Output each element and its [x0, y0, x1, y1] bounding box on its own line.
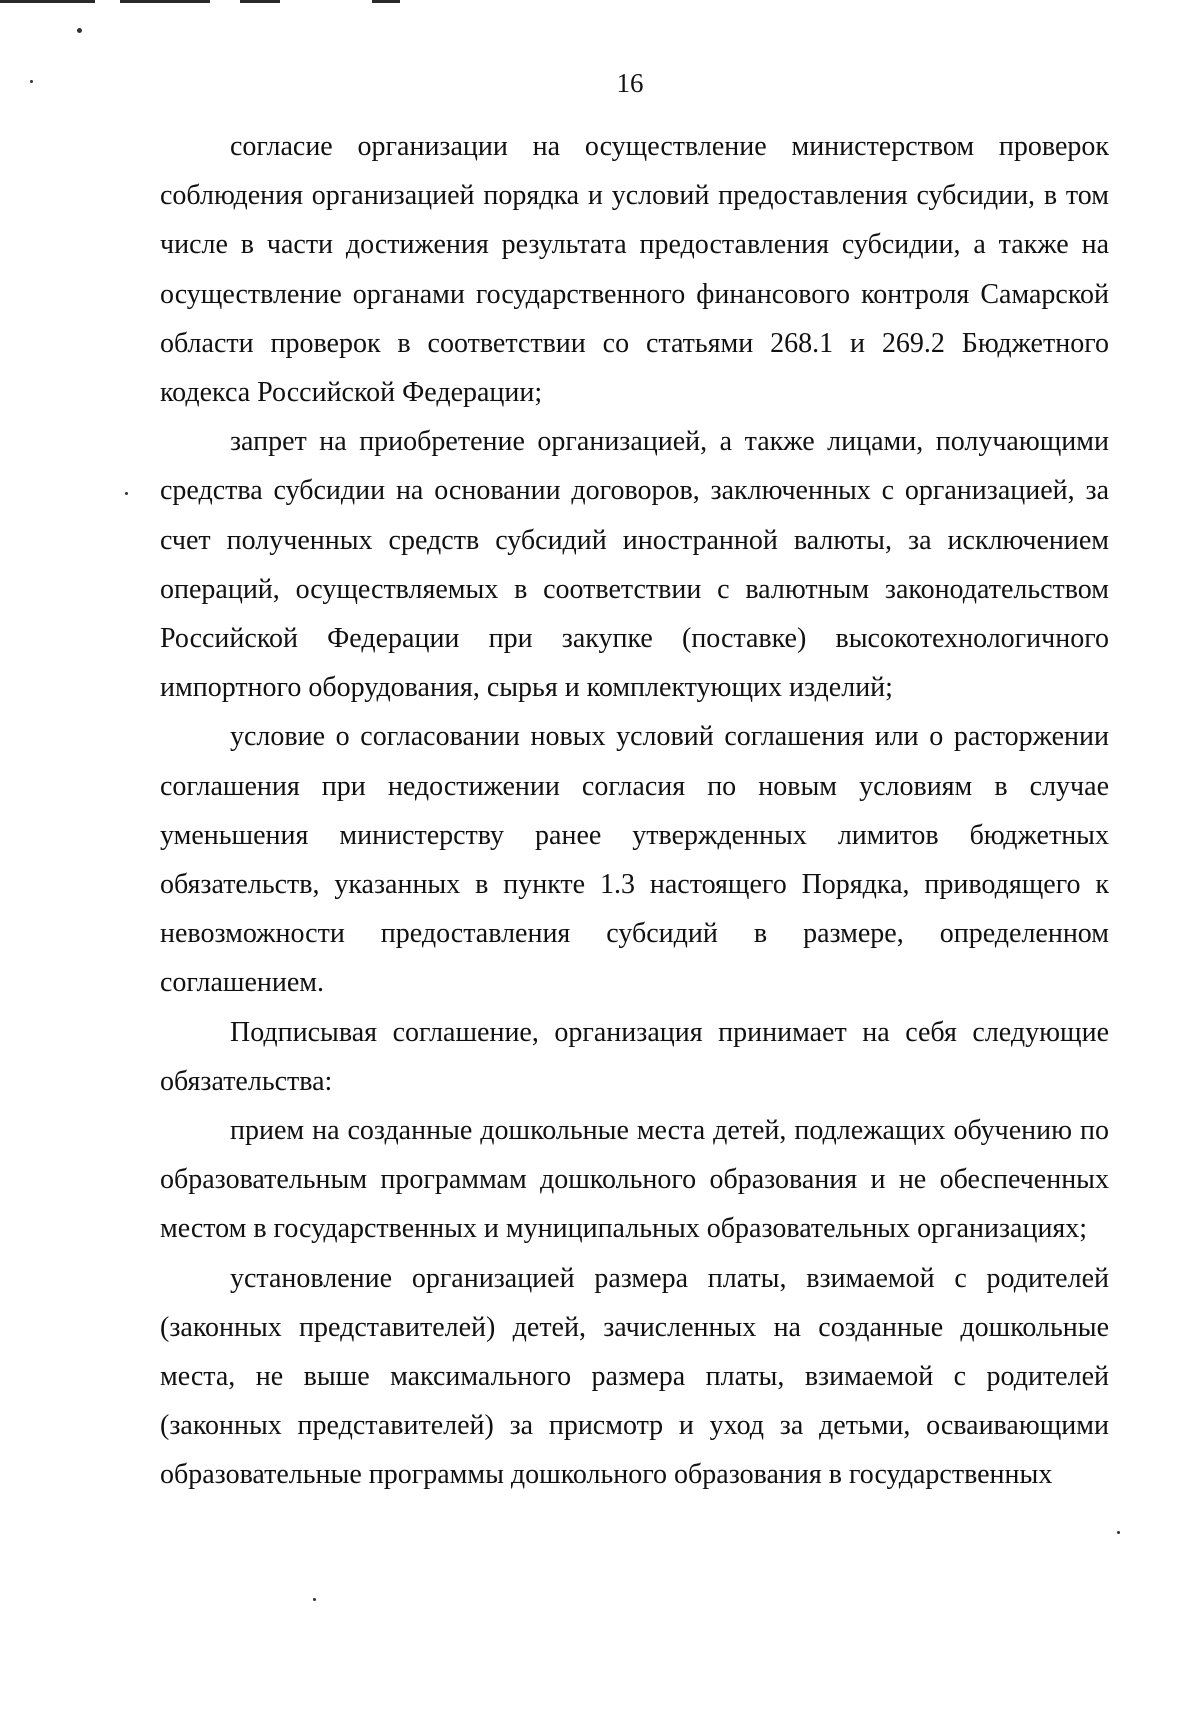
- scan-speck: [125, 492, 128, 495]
- scan-speck: [77, 28, 82, 33]
- paragraph: согласие организации на осуществление министерством проверок соблюдения организацией порядка и условий предоставления субсидии, в том числе в части достижения результата предоставления субсидии, а также на осуществление органами государственного финансового контроля Самарской области проверок в соответствии со статьями 268.1 и 269.2 Бюджетного кодекса Российской Федерации;: [160, 131, 1109, 409]
- paragraph: Подписывая соглашение, организация принимает на себя следующие обязательства:: [160, 1016, 1109, 1097]
- paragraph: прием на созданные дошкольные места детей, подлежащих обучению по образовательным программам дошкольного образования и не обеспеченных местом в государственных и муниципальных образовательных организациях;: [160, 1115, 1109, 1245]
- scan-speck: [1117, 1531, 1120, 1534]
- paragraph: запрет на приобретение организацией, а также лицами, получающими средства субсидии на основании договоров, заключенных с организацией, за счет полученных средств субсидий иностранной валюты, за исключением операций, осуществляемых в соответствии с валютным законодательством Российской Федерации при закупке (поставке) высокотехнологичного импортного оборудования, сырья и комплектующих изделий;: [160, 426, 1109, 704]
- paragraph: установление организацией размера платы, взимаемой с родителей (законных представителей) детей, зачисленных на созданные дошкольные места, не выше максимального размера платы, взимаемой с родителей (законных представителей) за присмотр и уход за детьми, осваивающими образовательные программы дошкольного образования в государственных: [160, 1262, 1109, 1491]
- paragraph: условие о согласовании новых условий соглашения или о расторжении соглашения при недостижении согласия по новым условиям в случае уменьшения министерству ранее утвержденных лимитов бюджетных обязательств, указанных в пункте 1.3 настоящего Порядка, приводящего к невозможности предоставления субсидий в размере, определенном соглашением.: [160, 721, 1109, 999]
- scan-speck: [313, 1598, 316, 1601]
- page-number: 16: [616, 68, 644, 98]
- document-body: [160, 122, 1109, 1500]
- scan-edge-marks: [0, 0, 400, 4]
